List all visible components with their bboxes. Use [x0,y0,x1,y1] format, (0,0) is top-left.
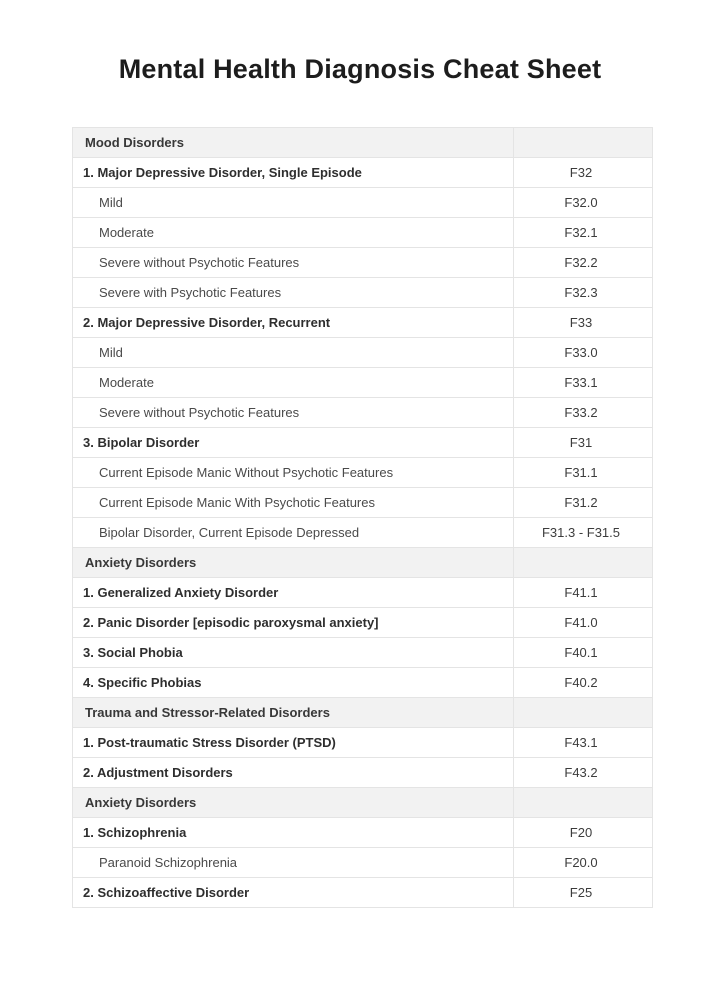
section-title: Trauma and Stressor-Related Disorders [73,698,514,728]
diagnosis-code [514,128,653,158]
section-title: Anxiety Disorders [73,548,514,578]
table-row [73,878,653,908]
diagnosis-name: 2. Schizoaffective Disorder [73,878,514,908]
table-row [73,308,653,338]
diagnosis-name: 4. Specific Phobias [73,668,514,698]
section-header-row [73,548,653,578]
section-header-row [73,128,653,158]
diagnosis-code: F31.2 [514,488,653,518]
diagnosis-code: F32.2 [514,248,653,278]
table-row [73,848,653,878]
diagnosis-code: F33.0 [514,338,653,368]
table-row [73,338,653,368]
table-row [73,638,653,668]
table-row [73,218,653,248]
diagnosis-code: F40.2 [514,668,653,698]
diagnosis-code: F41.0 [514,608,653,638]
table-row [73,368,653,398]
diagnosis-name: 1. Schizophrenia [73,818,514,848]
diagnosis-code: F33.2 [514,398,653,428]
table-row [73,188,653,218]
table-row [73,278,653,308]
diagnosis-code: F33 [514,308,653,338]
diagnosis-code [514,698,653,728]
diagnosis-code: F41.1 [514,578,653,608]
table-row [73,668,653,698]
table-row [73,728,653,758]
diagnosis-code: F20.0 [514,848,653,878]
table-row [73,248,653,278]
diagnosis-code: F40.1 [514,638,653,668]
diagnosis-code: F43.1 [514,728,653,758]
diagnosis-name: 2. Major Depressive Disorder, Recurrent [73,308,514,338]
diagnosis-code: F32 [514,158,653,188]
diagnosis-name: Bipolar Disorder, Current Episode Depressed [73,518,514,548]
diagnosis-name: Severe without Psychotic Features [73,398,514,428]
diagnosis-code: F25 [514,878,653,908]
diagnosis-name: Moderate [73,218,514,248]
table-row [73,428,653,458]
table-row [73,518,653,548]
diagnosis-code: F32.3 [514,278,653,308]
diagnosis-name: Mild [73,188,514,218]
diagnosis-code: F31.3 - F31.5 [514,518,653,548]
diagnosis-code: F20 [514,818,653,848]
table-row [73,578,653,608]
diagnosis-name: Current Episode Manic Without Psychotic Features [73,458,514,488]
diagnosis-name: 3. Social Phobia [73,638,514,668]
diagnosis-code: F32.0 [514,188,653,218]
diagnosis-name: Paranoid Schizophrenia [73,848,514,878]
diagnosis-code: F32.1 [514,218,653,248]
diagnosis-name: 2. Adjustment Disorders [73,758,514,788]
page-title: Mental Health Diagnosis Cheat Sheet [118,54,602,84]
diagnosis-name: Severe with Psychotic Features [73,278,514,308]
diagnosis-table-body [73,128,653,908]
diagnosis-name: 1. Major Depressive Disorder, Single Episode [73,158,514,188]
section-header-row [73,788,653,818]
table-row [73,488,653,518]
diagnosis-name: Moderate [73,368,514,398]
diagnosis-code: F31 [514,428,653,458]
diagnosis-code: F33.1 [514,368,653,398]
diagnosis-name: 3. Bipolar Disorder [73,428,514,458]
diagnosis-name: 1. Post-traumatic Stress Disorder (PTSD) [73,728,514,758]
diagnosis-name: Current Episode Manic With Psychotic Features [73,488,514,518]
table-row [73,398,653,428]
table-row [73,608,653,638]
section-title: Anxiety Disorders [73,788,514,818]
diagnosis-code [514,788,653,818]
diagnosis-name: 2. Panic Disorder [episodic paroxysmal anxiety] [73,608,514,638]
diagnosis-name: 1. Generalized Anxiety Disorder [73,578,514,608]
table-row [73,458,653,488]
diagnosis-name: Severe without Psychotic Features [73,248,514,278]
section-header-row [73,698,653,728]
table-row [73,818,653,848]
section-title: Mood Disorders [73,128,514,158]
diagnosis-table [72,127,653,908]
diagnosis-code [514,548,653,578]
table-row [73,158,653,188]
diagnosis-code: F43.2 [514,758,653,788]
table-row [73,758,653,788]
diagnosis-code: F31.1 [514,458,653,488]
diagnosis-name: Mild [73,338,514,368]
